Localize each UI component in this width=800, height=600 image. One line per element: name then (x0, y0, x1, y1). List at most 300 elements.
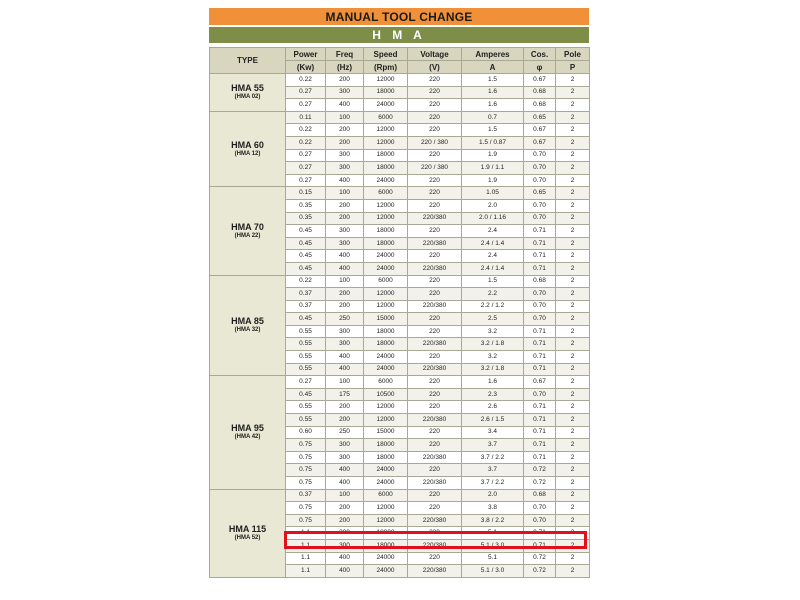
table-cell: 0.71 (524, 363, 556, 376)
table-cell: 0.71 (524, 426, 556, 439)
table-cell: 0.75 (286, 477, 326, 490)
table-cell: 300 (326, 162, 364, 175)
table-cell: 220 (408, 439, 462, 452)
table-cell: 3.8 / 2.2 (462, 514, 524, 527)
table-cell: 3.2 / 1.8 (462, 338, 524, 351)
table-cell: 6000 (364, 187, 408, 200)
table-cell: 24000 (364, 250, 408, 263)
table-cell: 0.70 (524, 212, 556, 225)
table-cell: 1.9 (462, 174, 524, 187)
table-cell: 2 (556, 199, 590, 212)
table-cell: 200 (326, 502, 364, 515)
column-header-name: Freq (326, 48, 364, 61)
table-cell: 220/380 (408, 262, 462, 275)
table-cell: 200 (326, 136, 364, 149)
table-cell: 0.22 (286, 124, 326, 137)
table-cell: 0.68 (524, 99, 556, 112)
table-cell: 2 (556, 86, 590, 99)
table-cell: 2.5 (462, 313, 524, 326)
table-cell: 220 (408, 111, 462, 124)
table-cell: 0.71 (524, 325, 556, 338)
table-cell: 220 (408, 489, 462, 502)
model-name: HMA 60 (231, 140, 264, 151)
table-cell: 2 (556, 539, 590, 552)
table-cell: 220 / 380 (408, 136, 462, 149)
table-cell: 2 (556, 250, 590, 263)
table-cell: 220/380 (408, 300, 462, 313)
table-cell: 0.45 (286, 225, 326, 238)
table-cell: 0.71 (524, 527, 556, 540)
table-cell: 220 (408, 502, 462, 515)
table-cell: 200 (326, 414, 364, 427)
table-cell: 0.71 (524, 539, 556, 552)
column-header-unit: (Kw) (286, 61, 326, 74)
table-cell: 0.72 (524, 565, 556, 578)
table-cell: 2 (556, 300, 590, 313)
table-cell: 300 (326, 539, 364, 552)
table-cell: 2 (556, 363, 590, 376)
table-cell: 18000 (364, 439, 408, 452)
table-cell: 220/380 (408, 363, 462, 376)
table-cell: 0.55 (286, 325, 326, 338)
table-cell: 18000 (364, 237, 408, 250)
table-cell: 220 / 380 (408, 162, 462, 175)
model-code: (HMA 42) (234, 434, 261, 441)
spec-table (209, 47, 590, 578)
table-cell: 0.75 (286, 464, 326, 477)
table-cell: 2.0 (462, 199, 524, 212)
column-header-name: Speed (364, 48, 408, 61)
model-code: (HMA 02) (234, 94, 261, 101)
table-cell: 0.55 (286, 363, 326, 376)
table-cell: 400 (326, 174, 364, 187)
table-cell: 24000 (364, 464, 408, 477)
table-cell: 300 (326, 527, 364, 540)
table-cell: 0.37 (286, 489, 326, 502)
table-cell: 2.4 (462, 225, 524, 238)
table-cell: 0.11 (286, 111, 326, 124)
table-cell: 220 (408, 527, 462, 540)
table-cell: 5.1 / 3.0 (462, 565, 524, 578)
table-cell: 2 (556, 225, 590, 238)
table-cell: 220 (408, 325, 462, 338)
table-cell: 0.67 (524, 136, 556, 149)
table-header (210, 48, 590, 74)
table-cell: 2.4 (462, 250, 524, 263)
table-cell: 2 (556, 338, 590, 351)
table-cell: 400 (326, 477, 364, 490)
table-cell: 2 (556, 552, 590, 565)
table-row (210, 376, 590, 389)
model-code: (HMA 12) (234, 151, 261, 158)
table-cell: 6000 (364, 111, 408, 124)
table-cell: 0.72 (524, 552, 556, 565)
table-cell: 100 (326, 275, 364, 288)
model-type-cell (210, 111, 286, 187)
table-cell: 0.67 (524, 376, 556, 389)
table-cell: 0.70 (524, 300, 556, 313)
table-cell: 24000 (364, 363, 408, 376)
table-cell: 12000 (364, 288, 408, 301)
table-cell: 400 (326, 351, 364, 364)
table-cell: 0.22 (286, 275, 326, 288)
table-cell: 100 (326, 187, 364, 200)
table-cell: 0.35 (286, 212, 326, 225)
column-header-unit: (Hz) (326, 61, 364, 74)
table-cell: 220/380 (408, 539, 462, 552)
table-cell: 220 (408, 225, 462, 238)
table-cell: 0.55 (286, 338, 326, 351)
table-cell: 2 (556, 527, 590, 540)
table-cell: 18000 (364, 451, 408, 464)
table-cell: 2 (556, 275, 590, 288)
table-cell: 300 (326, 325, 364, 338)
model-name: HMA 70 (231, 221, 264, 232)
table-cell: 400 (326, 552, 364, 565)
model-type-cell (210, 187, 286, 275)
table-cell: 300 (326, 237, 364, 250)
model-type-cell (210, 376, 286, 489)
table-cell: 300 (326, 225, 364, 238)
table-cell: 2 (556, 388, 590, 401)
table-cell: 220 (408, 426, 462, 439)
table-cell: 0.55 (286, 414, 326, 427)
table-cell: 220 (408, 74, 462, 87)
table-cell: 2.4 / 1.4 (462, 237, 524, 250)
table-cell: 200 (326, 300, 364, 313)
table-cell: 2 (556, 162, 590, 175)
table-row (210, 275, 590, 288)
table-cell: 0.70 (524, 514, 556, 527)
table-cell: 0.45 (286, 237, 326, 250)
table-cell: 0.75 (286, 451, 326, 464)
table-cell: 220 (408, 351, 462, 364)
table-cell: 220 (408, 86, 462, 99)
table-cell: 0.71 (524, 451, 556, 464)
table-cell: 0.67 (524, 74, 556, 87)
table-cell: 2 (556, 136, 590, 149)
table-cell: 220 (408, 552, 462, 565)
table-cell: 400 (326, 262, 364, 275)
table-cell: 220 (408, 288, 462, 301)
table-cell: 0.70 (524, 174, 556, 187)
model-type-cell (210, 489, 286, 577)
table-cell: 0.70 (524, 162, 556, 175)
table-cell: 12000 (364, 212, 408, 225)
table-cell: 2 (556, 351, 590, 364)
table-cell: 0.70 (524, 313, 556, 326)
table-cell: 0.71 (524, 250, 556, 263)
table-cell: 2 (556, 464, 590, 477)
table-cell: 0.45 (286, 313, 326, 326)
table-cell: 1.6 (462, 376, 524, 389)
table-cell: 2.2 / 1.2 (462, 300, 524, 313)
table-cell: 1.1 (286, 565, 326, 578)
table-cell: 2 (556, 376, 590, 389)
table-cell: 0.27 (286, 86, 326, 99)
table-body (210, 74, 590, 578)
table-cell: 2 (556, 99, 590, 112)
table-cell: 220 (408, 149, 462, 162)
table-cell: 0.68 (524, 489, 556, 502)
model-name: HMA 85 (231, 316, 264, 327)
table-cell: 400 (326, 464, 364, 477)
table-cell: 250 (326, 313, 364, 326)
table-cell: 220 (408, 250, 462, 263)
table-cell: 0.71 (524, 414, 556, 427)
table-cell: 6000 (364, 275, 408, 288)
table-cell: 5.1 (462, 527, 524, 540)
table-cell: 3.8 (462, 502, 524, 515)
table-cell: 3.7 / 2.2 (462, 477, 524, 490)
table-cell: 3.2 (462, 351, 524, 364)
table-cell: 1.5 (462, 124, 524, 137)
table-cell: 0.27 (286, 376, 326, 389)
table-cell: 2 (556, 187, 590, 200)
table-cell: 0.75 (286, 502, 326, 515)
table-cell: 3.2 / 1.8 (462, 363, 524, 376)
table-cell: 220 (408, 124, 462, 137)
table-cell: 0.72 (524, 464, 556, 477)
table-cell: 0.37 (286, 288, 326, 301)
column-header-name: Amperes (462, 48, 524, 61)
table-cell: 3.2 (462, 325, 524, 338)
table-cell: 3.4 (462, 426, 524, 439)
table-row (210, 187, 590, 200)
table-cell: 2 (556, 414, 590, 427)
table-cell: 24000 (364, 351, 408, 364)
table-cell: 24000 (364, 552, 408, 565)
table-cell: 18000 (364, 338, 408, 351)
table-cell: 100 (326, 376, 364, 389)
table-cell: 1.5 (462, 74, 524, 87)
table-cell: 18000 (364, 539, 408, 552)
table-cell: 300 (326, 86, 364, 99)
table-cell: 220/380 (408, 338, 462, 351)
table-cell: 0.68 (524, 86, 556, 99)
table-cell: 1.1 (286, 527, 326, 540)
table-cell: 0.70 (524, 199, 556, 212)
column-header-unit: (Rpm) (364, 61, 408, 74)
table-cell: 220 (408, 199, 462, 212)
table-cell: 18000 (364, 225, 408, 238)
table-cell: 0.65 (524, 111, 556, 124)
table-cell: 0.27 (286, 149, 326, 162)
table-cell: 200 (326, 124, 364, 137)
table-row (210, 74, 590, 87)
table-cell: 400 (326, 99, 364, 112)
table-cell: 5.1 / 3.0 (462, 539, 524, 552)
model-name: HMA 55 (231, 83, 264, 94)
table-cell: 10500 (364, 388, 408, 401)
model-name: HMA 95 (231, 423, 264, 434)
column-header-unit: φ (524, 61, 556, 74)
column-header-unit: (V) (408, 61, 462, 74)
table-cell: 0.67 (524, 124, 556, 137)
banner-title: MANUAL TOOL CHANGE (209, 8, 589, 25)
table-cell: 2 (556, 174, 590, 187)
table-cell: 0.70 (524, 288, 556, 301)
table-cell: 220/380 (408, 565, 462, 578)
table-cell: 0.71 (524, 237, 556, 250)
table-cell: 0.72 (524, 477, 556, 490)
column-header-name: Voltage (408, 48, 462, 61)
table-cell: 24000 (364, 262, 408, 275)
table-cell: 15000 (364, 313, 408, 326)
table-cell: 0.35 (286, 199, 326, 212)
table-cell: 2.6 / 1.5 (462, 414, 524, 427)
table-cell: 0.45 (286, 250, 326, 263)
model-code: (HMA 22) (234, 232, 261, 239)
table-cell: 3.7 (462, 464, 524, 477)
table-cell: 12000 (364, 514, 408, 527)
table-cell: 200 (326, 212, 364, 225)
table-cell: 6000 (364, 489, 408, 502)
table-cell: 1.9 (462, 149, 524, 162)
spec-sheet (209, 8, 589, 578)
column-header-name: Power (286, 48, 326, 61)
model-code: (HMA 52) (234, 535, 261, 542)
table-cell: 0.27 (286, 99, 326, 112)
table-cell: 200 (326, 514, 364, 527)
table-cell: 0.45 (286, 388, 326, 401)
table-cell: 220 (408, 99, 462, 112)
table-cell: 18000 (364, 162, 408, 175)
table-cell: 0.37 (286, 300, 326, 313)
table-cell: 200 (326, 288, 364, 301)
table-cell: 2 (556, 237, 590, 250)
table-cell: 2.4 / 1.4 (462, 262, 524, 275)
table-cell: 220/380 (408, 451, 462, 464)
table-cell: 2 (556, 502, 590, 515)
table-cell: 2 (556, 426, 590, 439)
table-cell: 12000 (364, 401, 408, 414)
table-cell: 12000 (364, 300, 408, 313)
table-cell: 0.71 (524, 225, 556, 238)
table-cell: 220 (408, 313, 462, 326)
column-header-name: Cos. (524, 48, 556, 61)
table-cell: 2.6 (462, 401, 524, 414)
table-cell: 0.68 (524, 275, 556, 288)
table-cell: 0.60 (286, 426, 326, 439)
table-cell: 2 (556, 565, 590, 578)
table-cell: 18000 (364, 527, 408, 540)
column-header-unit: A (462, 61, 524, 74)
table-cell: 2 (556, 124, 590, 137)
model-name: HMA 115 (228, 524, 267, 535)
table-cell: 1.5 / 0.87 (462, 136, 524, 149)
table-cell: 12000 (364, 74, 408, 87)
table-cell: 1.1 (286, 552, 326, 565)
table-cell: 2 (556, 288, 590, 301)
table-cell: 0.71 (524, 439, 556, 452)
table-cell: 220 (408, 388, 462, 401)
table-cell: 220 (408, 376, 462, 389)
table-cell: 2 (556, 514, 590, 527)
column-header-unit: P (556, 61, 590, 74)
table-cell: 3.7 (462, 439, 524, 452)
table-cell: 220 (408, 187, 462, 200)
table-cell: 100 (326, 111, 364, 124)
table-cell: 2 (556, 149, 590, 162)
table-cell: 2 (556, 439, 590, 452)
table-cell: 250 (326, 426, 364, 439)
table-row (210, 489, 590, 502)
table-cell: 12000 (364, 199, 408, 212)
table-cell: 200 (326, 199, 364, 212)
table-cell: 400 (326, 250, 364, 263)
table-cell: 2.2 (462, 288, 524, 301)
table-cell: 175 (326, 388, 364, 401)
table-cell: 2.0 (462, 489, 524, 502)
table-cell: 2 (556, 111, 590, 124)
table-cell: 2 (556, 325, 590, 338)
table-cell: 0.71 (524, 338, 556, 351)
table-cell: 400 (326, 363, 364, 376)
table-cell: 0.22 (286, 136, 326, 149)
table-cell: 0.71 (524, 401, 556, 414)
table-cell: 2 (556, 262, 590, 275)
table-cell: 12000 (364, 414, 408, 427)
table-cell: 220 (408, 464, 462, 477)
table-cell: 300 (326, 451, 364, 464)
table-cell: 220/380 (408, 514, 462, 527)
table-cell: 1.05 (462, 187, 524, 200)
table-cell: 18000 (364, 149, 408, 162)
table-cell: 0.65 (524, 187, 556, 200)
table-cell: 0.70 (524, 388, 556, 401)
table-cell: 300 (326, 338, 364, 351)
table-cell: 18000 (364, 86, 408, 99)
table-cell: 2.0 / 1.16 (462, 212, 524, 225)
banner-subtitle: H M A (209, 27, 589, 43)
table-cell: 0.55 (286, 401, 326, 414)
table-cell: 3.7 / 2.2 (462, 451, 524, 464)
table-cell: 1.9 / 1.1 (462, 162, 524, 175)
table-cell: 2 (556, 74, 590, 87)
table-cell: 100 (326, 489, 364, 502)
table-cell: 300 (326, 149, 364, 162)
table-cell: 0.70 (524, 502, 556, 515)
table-cell: 220/380 (408, 212, 462, 225)
table-cell: 0.27 (286, 174, 326, 187)
table-cell: 5.1 (462, 552, 524, 565)
table-cell: 220/380 (408, 414, 462, 427)
table-cell: 2 (556, 451, 590, 464)
table-cell: 0.45 (286, 262, 326, 275)
table-cell: 2 (556, 313, 590, 326)
table-cell: 200 (326, 401, 364, 414)
table-cell: 2 (556, 401, 590, 414)
table-cell: 300 (326, 439, 364, 452)
table-cell: 0.71 (524, 351, 556, 364)
table-cell: 12000 (364, 136, 408, 149)
table-cell: 2 (556, 212, 590, 225)
table-cell: 1.6 (462, 86, 524, 99)
table-cell: 12000 (364, 124, 408, 137)
model-type-cell (210, 275, 286, 376)
table-cell: 0.27 (286, 162, 326, 175)
table-cell: 1.6 (462, 99, 524, 112)
table-cell: 6000 (364, 376, 408, 389)
table-cell: 0.75 (286, 514, 326, 527)
model-code: (HMA 32) (234, 327, 261, 334)
table-cell: 1.5 (462, 275, 524, 288)
table-cell: 220 (408, 401, 462, 414)
table-cell: 24000 (364, 99, 408, 112)
table-cell: 220/380 (408, 477, 462, 490)
table-cell: 200 (326, 74, 364, 87)
